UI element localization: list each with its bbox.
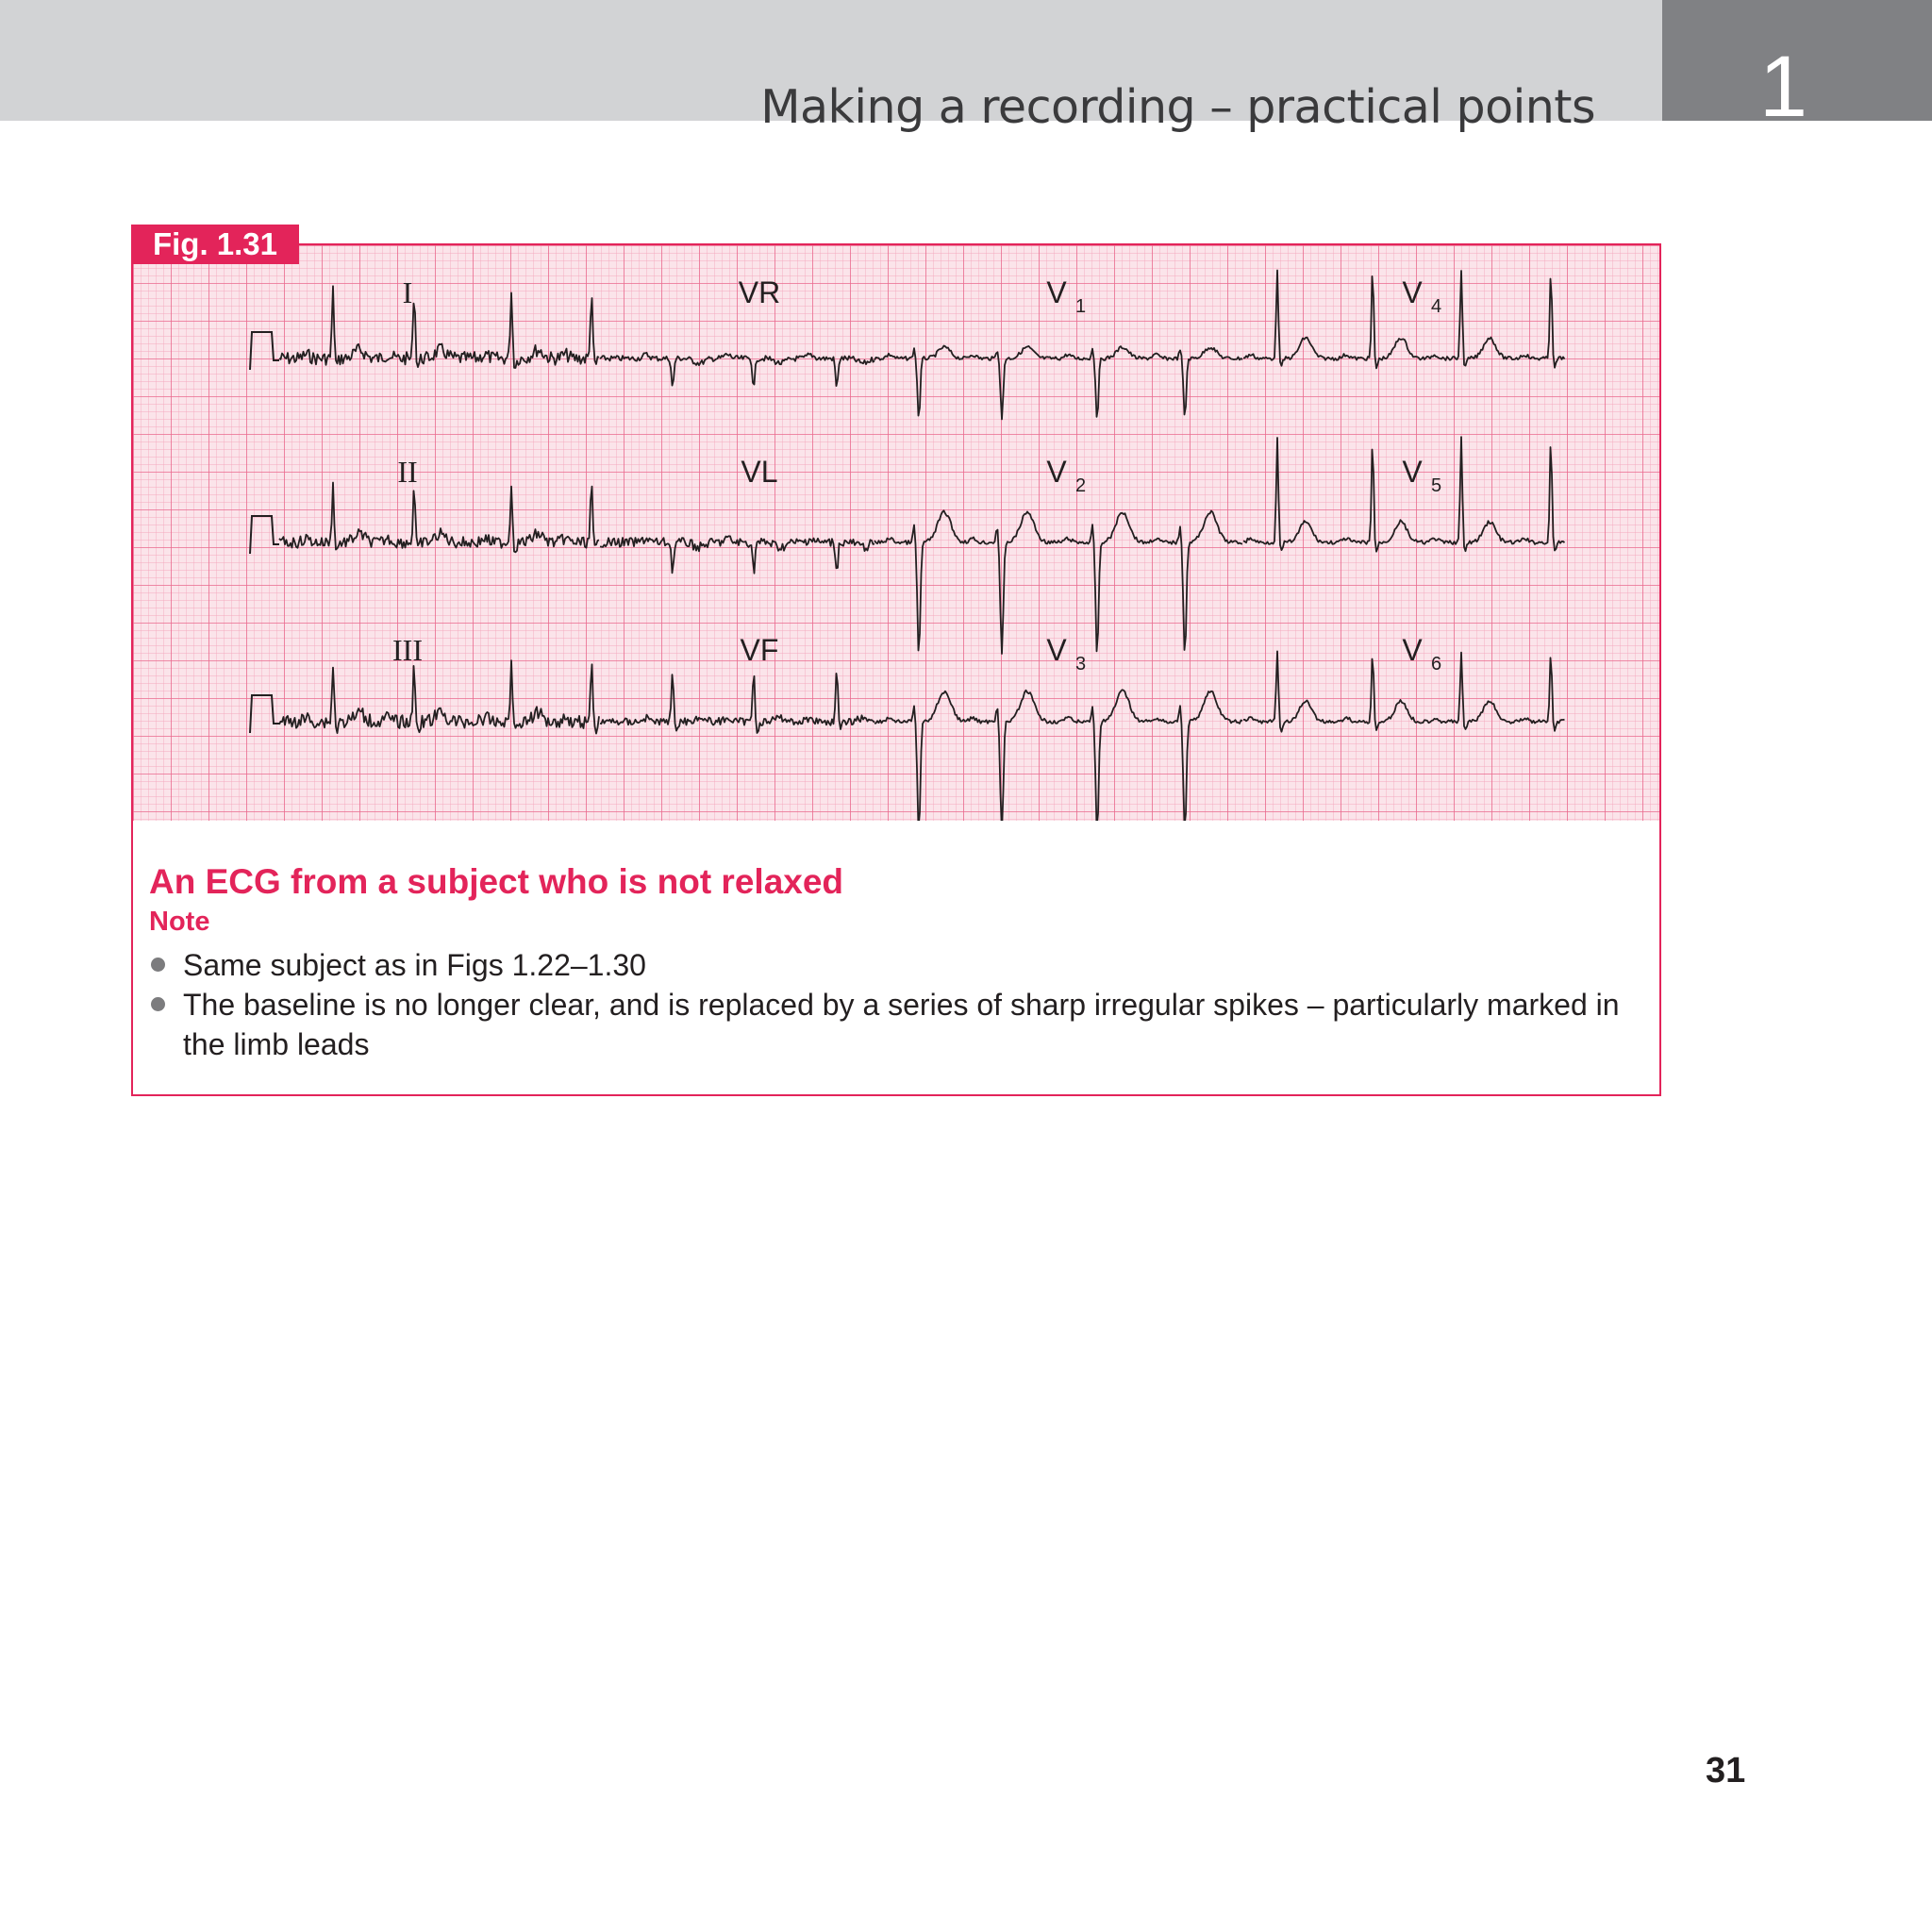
lead-label-V2: V	[1046, 455, 1067, 489]
lead-label-sub-V3: 3	[1075, 654, 1087, 675]
note-list	[149, 945, 1621, 1064]
bullet-dot-icon	[151, 997, 165, 1011]
lead-label-II: II	[397, 455, 418, 489]
caption-title: An ECG from a subject who is not relaxed	[149, 862, 844, 901]
lead-label-sub-V2: 2	[1075, 475, 1087, 496]
lead-label-VR: VR	[738, 275, 781, 309]
running-title: Making a recording – practical points	[760, 80, 1595, 134]
chapter-number: 1	[1758, 39, 1807, 135]
figure-caption	[149, 860, 1621, 1064]
lead-label-sub-V6: 6	[1431, 654, 1442, 675]
lead-label-VF: VF	[740, 633, 779, 667]
lead-label-III: III	[392, 633, 423, 667]
lead-label-sub-V4: 4	[1431, 296, 1442, 317]
note-label: Note	[149, 907, 210, 937]
page-number: 31	[1706, 1751, 1746, 1790]
note-item-text: The baseline is no longer clear, and is replaced by a series of sharp irregular spikes – particularly marked in the limb leads	[183, 988, 1620, 1061]
lead-label-sub-V5: 5	[1431, 475, 1442, 496]
ecg-strip	[133, 245, 1659, 821]
lead-label-V4: V	[1402, 275, 1423, 309]
lead-label-sub-V1: 1	[1075, 296, 1087, 317]
note-item-text: Same subject as in Figs 1.22–1.30	[183, 948, 646, 982]
lead-label-VL: VL	[741, 455, 778, 489]
note-item	[149, 985, 1621, 1064]
lead-label-V3: V	[1046, 633, 1067, 667]
lead-label-V1: V	[1046, 275, 1067, 309]
lead-label-I: I	[402, 275, 413, 309]
figure-tag: Fig. 1.31	[131, 225, 299, 264]
lead-label-V5: V	[1402, 455, 1423, 489]
lead-label-V6: V	[1402, 633, 1423, 667]
note-item	[149, 945, 1621, 985]
bullet-dot-icon	[151, 958, 165, 972]
